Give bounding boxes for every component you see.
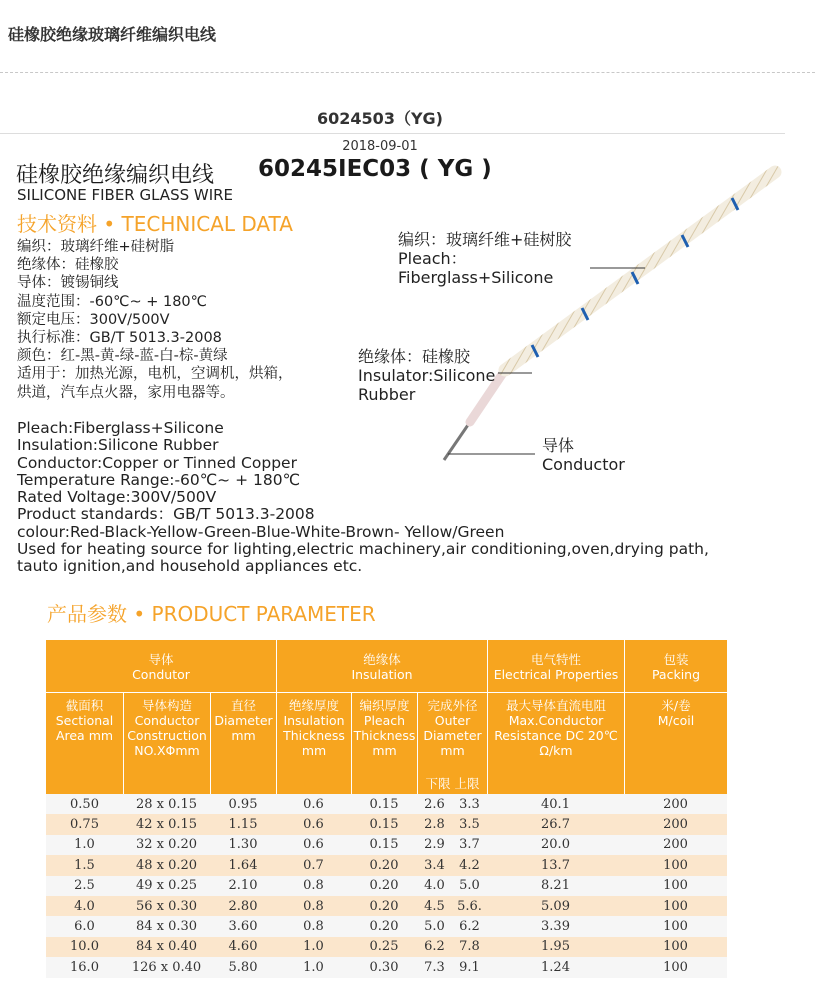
conductor-label-cn: 导体 <box>542 436 575 455</box>
col-packing: 米/卷 M/coil <box>657 698 695 728</box>
spec-line: 导体：镀锡铜线 <box>17 275 119 292</box>
table-cell: 1.0 <box>46 835 123 855</box>
spec-line: 执行标准：GB/T 5013.3-2008 <box>17 330 222 347</box>
table-cell: 0.20 <box>351 896 417 916</box>
spec-line: 温度范围：-60℃~ + 180℃ <box>17 293 207 310</box>
spec-line: Insulation:Silicone Rubber <box>17 436 219 455</box>
table-cell: 84 x 0.30 <box>123 916 210 936</box>
table-cell: 10.0 <box>46 937 123 957</box>
spec-line: Pleach:Fiberglass+Silicone <box>17 419 224 437</box>
model-title: 6024503（YG) <box>317 109 443 128</box>
table-cell: 0.15 <box>351 835 417 855</box>
parameter-table <box>46 640 727 978</box>
pleach-label <box>398 230 571 287</box>
table-cell: 28 x 0.15 <box>123 794 210 814</box>
col-sectional-area: 截面积 Sectional Area mm <box>55 698 114 743</box>
spec-line: 适用于：加热光源，电机，空调机，烘箱， <box>17 366 293 383</box>
table-cell: 49 x 0.25 <box>123 876 210 896</box>
table-cell: 200 <box>624 814 727 834</box>
col-outer-min: 下限 <box>425 776 451 791</box>
table-row <box>46 814 727 834</box>
table-cell: 5.0 <box>417 916 452 936</box>
spec-line: 绝缘体：硅橡胶 <box>17 257 119 274</box>
table-cell: 100 <box>624 855 727 875</box>
table-cell: 0.6 <box>276 835 351 855</box>
table-cell: 7.3 <box>417 957 452 977</box>
table-cell: 3.5 <box>452 814 487 834</box>
conductor-label-en: Conductor <box>542 455 625 474</box>
table-row <box>46 916 727 936</box>
col-insulation-thickness: 绝缘厚度 Insulation Thickness mm <box>283 698 345 758</box>
product-name-cn: 硅橡胶绝缘编织电线 <box>16 163 215 188</box>
spec-line: Used for heating source for lighting,electric machinery,air conditioning,oven,drying path, <box>17 540 709 559</box>
table-cell: 4.0 <box>46 896 123 916</box>
table-cell: 0.6 <box>276 814 351 834</box>
group-insulation: 绝缘体 Insulation <box>351 652 413 682</box>
table-cell: 4.5 <box>417 896 452 916</box>
table-cell: 2.80 <box>210 896 276 916</box>
pleach-label-cn: 编织：玻璃纤维+硅树胶 <box>398 230 572 249</box>
table-cell: 5.09 <box>487 896 624 916</box>
table-cell: 5.0 <box>452 876 487 896</box>
table-cell: 0.8 <box>276 896 351 916</box>
table-cell: 3.4 <box>417 855 452 875</box>
table-cell: 8.21 <box>487 876 624 896</box>
table-cell: 7.8 <box>452 937 487 957</box>
table-cell: 0.20 <box>351 855 417 875</box>
col-pleach-thickness: 编织厚度 Pleach Thickness mm <box>353 698 416 758</box>
table-cell: 1.5 <box>46 855 123 875</box>
product-model: 60245IEC03 ( YG ) <box>258 156 492 182</box>
table-cell: 1.64 <box>210 855 276 875</box>
table-row <box>46 957 727 977</box>
table-row <box>46 876 727 896</box>
table-cell: 5.6. <box>452 896 487 916</box>
table-cell: 84 x 0.40 <box>123 937 210 957</box>
col-outer-max: 上限 <box>454 776 480 791</box>
insulator-label-en-2: Rubber <box>358 385 416 404</box>
spec-line: colour:Red-Black-Yellow-Green-Blue-White-Brown- Yellow/Green <box>17 522 505 541</box>
table-body <box>46 794 727 978</box>
insulator-label <box>358 347 495 404</box>
table-cell: 4.2 <box>452 855 487 875</box>
conductor-label <box>542 436 625 474</box>
table-cell: 26.7 <box>487 814 624 834</box>
table-cell: 1.24 <box>487 957 624 977</box>
table-cell: 0.15 <box>351 794 417 814</box>
publish-date: 2018-09-01 <box>342 139 418 154</box>
technical-data-heading: 技术资料 • TECHNICAL DATA <box>17 212 293 236</box>
page-title: 硅橡胶绝缘玻璃纤维编织电线 <box>8 25 217 44</box>
table-cell: 0.50 <box>46 794 123 814</box>
table-cell: 2.10 <box>210 876 276 896</box>
table-cell: 2.8 <box>417 814 452 834</box>
table-cell: 13.7 <box>487 855 624 875</box>
table-row <box>46 835 727 855</box>
table-cell: 1.0 <box>276 937 351 957</box>
table-cell: 1.15 <box>210 814 276 834</box>
spec-line: Conductor:Copper or Tinned Copper <box>17 453 297 472</box>
specs-cn <box>17 238 293 402</box>
table-cell: 40.1 <box>487 794 624 814</box>
table-cell: 16.0 <box>46 957 123 977</box>
table-cell: 6.2 <box>452 916 487 936</box>
spec-line: Temperature Range:-60℃~ + 180℃ <box>17 470 301 489</box>
table-cell: 5.80 <box>210 957 276 977</box>
dashed-divider <box>0 72 815 73</box>
table-cell: 20.0 <box>487 835 624 855</box>
table-cell: 4.60 <box>210 937 276 957</box>
table-cell: 42 x 0.15 <box>123 814 210 834</box>
table-row <box>46 855 727 875</box>
table-cell: 4.0 <box>417 876 452 896</box>
table-cell: 1.30 <box>210 835 276 855</box>
table-cell: 100 <box>624 896 727 916</box>
spec-line: 编织：玻璃纤维+硅树脂 <box>17 239 175 255</box>
table-cell: 0.7 <box>276 855 351 875</box>
col-diameter: 直径 Diameter mm <box>214 698 273 743</box>
table-header <box>46 640 727 794</box>
col-resistance: 最大导体直流电阻 Max.Conductor Resistance DC 20℃ Ω/km <box>494 698 618 758</box>
table-cell: 0.8 <box>276 916 351 936</box>
product-name-en: SILICONE FIBER GLASS WIRE <box>17 186 234 204</box>
table-cell: 0.15 <box>351 814 417 834</box>
col-outer-min-max <box>418 776 487 791</box>
table-cell: 0.20 <box>351 876 417 896</box>
group-packing: 包装 Packing <box>651 652 701 682</box>
table-cell: 2.9 <box>417 835 452 855</box>
table-cell: 0.75 <box>46 814 123 834</box>
divider <box>0 133 785 134</box>
table-cell: 200 <box>624 794 727 814</box>
table-cell: 100 <box>624 916 727 936</box>
table-cell: 0.30 <box>351 957 417 977</box>
group-electrical: 电气特性 Electrical Properties <box>493 652 619 682</box>
table-cell: 2.6 <box>417 794 452 814</box>
table-cell: 100 <box>624 957 727 977</box>
table-cell: 0.95 <box>210 794 276 814</box>
table-cell: 3.60 <box>210 916 276 936</box>
col-construction: 导体构造 Conductor Construction NO.XΦmm <box>127 698 207 758</box>
table-cell: 1.0 <box>276 957 351 977</box>
product-parameter-heading: 产品参数 • PRODUCT PARAMETER <box>47 602 376 626</box>
spec-line: tauto ignition,and household appliances etc. <box>17 557 363 576</box>
spec-line: Product standards：GB/T 5013.3-2008 <box>17 505 315 524</box>
group-conductor: 导体 Condutor <box>132 652 190 682</box>
table-cell: 100 <box>624 937 727 957</box>
table-cell: 3.39 <box>487 916 624 936</box>
pleach-label-en-2: Fiberglass+Silicone <box>398 268 554 287</box>
table-cell: 6.2 <box>417 937 452 957</box>
table-row <box>46 896 727 916</box>
table-cell: 3.7 <box>452 835 487 855</box>
table-cell: 200 <box>624 835 727 855</box>
table-cell: 2.5 <box>46 876 123 896</box>
table-row <box>46 794 727 814</box>
table-cell: 32 x 0.20 <box>123 835 210 855</box>
col-outer-diameter: 完成外径 Outer Diameter mm <box>423 698 482 758</box>
table-cell: 126 x 0.40 <box>123 957 210 977</box>
spec-line: Rated Voltage:300V/500V <box>17 488 217 507</box>
table-cell: 9.1 <box>452 957 487 977</box>
table-cell: 6.0 <box>46 916 123 936</box>
table-cell: 56 x 0.30 <box>123 896 210 916</box>
table-cell: 3.3 <box>452 794 487 814</box>
spec-line: 额定电压：300V/500V <box>17 311 170 328</box>
spec-line: 烘道，汽车点火器，家用电器等。 <box>17 384 235 401</box>
insulator-label-en: Insulator:Silicone <box>358 366 496 385</box>
table-cell: 100 <box>624 876 727 896</box>
spec-line: 颜色：红-黑-黄-绿-蓝-白-棕-黄绿 <box>17 348 228 365</box>
insulator-label-cn: 绝缘体：硅橡胶 <box>358 347 471 366</box>
table-cell: 0.20 <box>351 916 417 936</box>
table-row <box>46 937 727 957</box>
table-cell: 48 x 0.20 <box>123 855 210 875</box>
table-cell: 0.25 <box>351 937 417 957</box>
pleach-label-en: Pleach： <box>398 249 467 268</box>
table-cell: 0.6 <box>276 794 351 814</box>
table-cell: 0.8 <box>276 876 351 896</box>
wire-illustration-icon <box>430 160 790 470</box>
table-cell: 1.95 <box>487 937 624 957</box>
